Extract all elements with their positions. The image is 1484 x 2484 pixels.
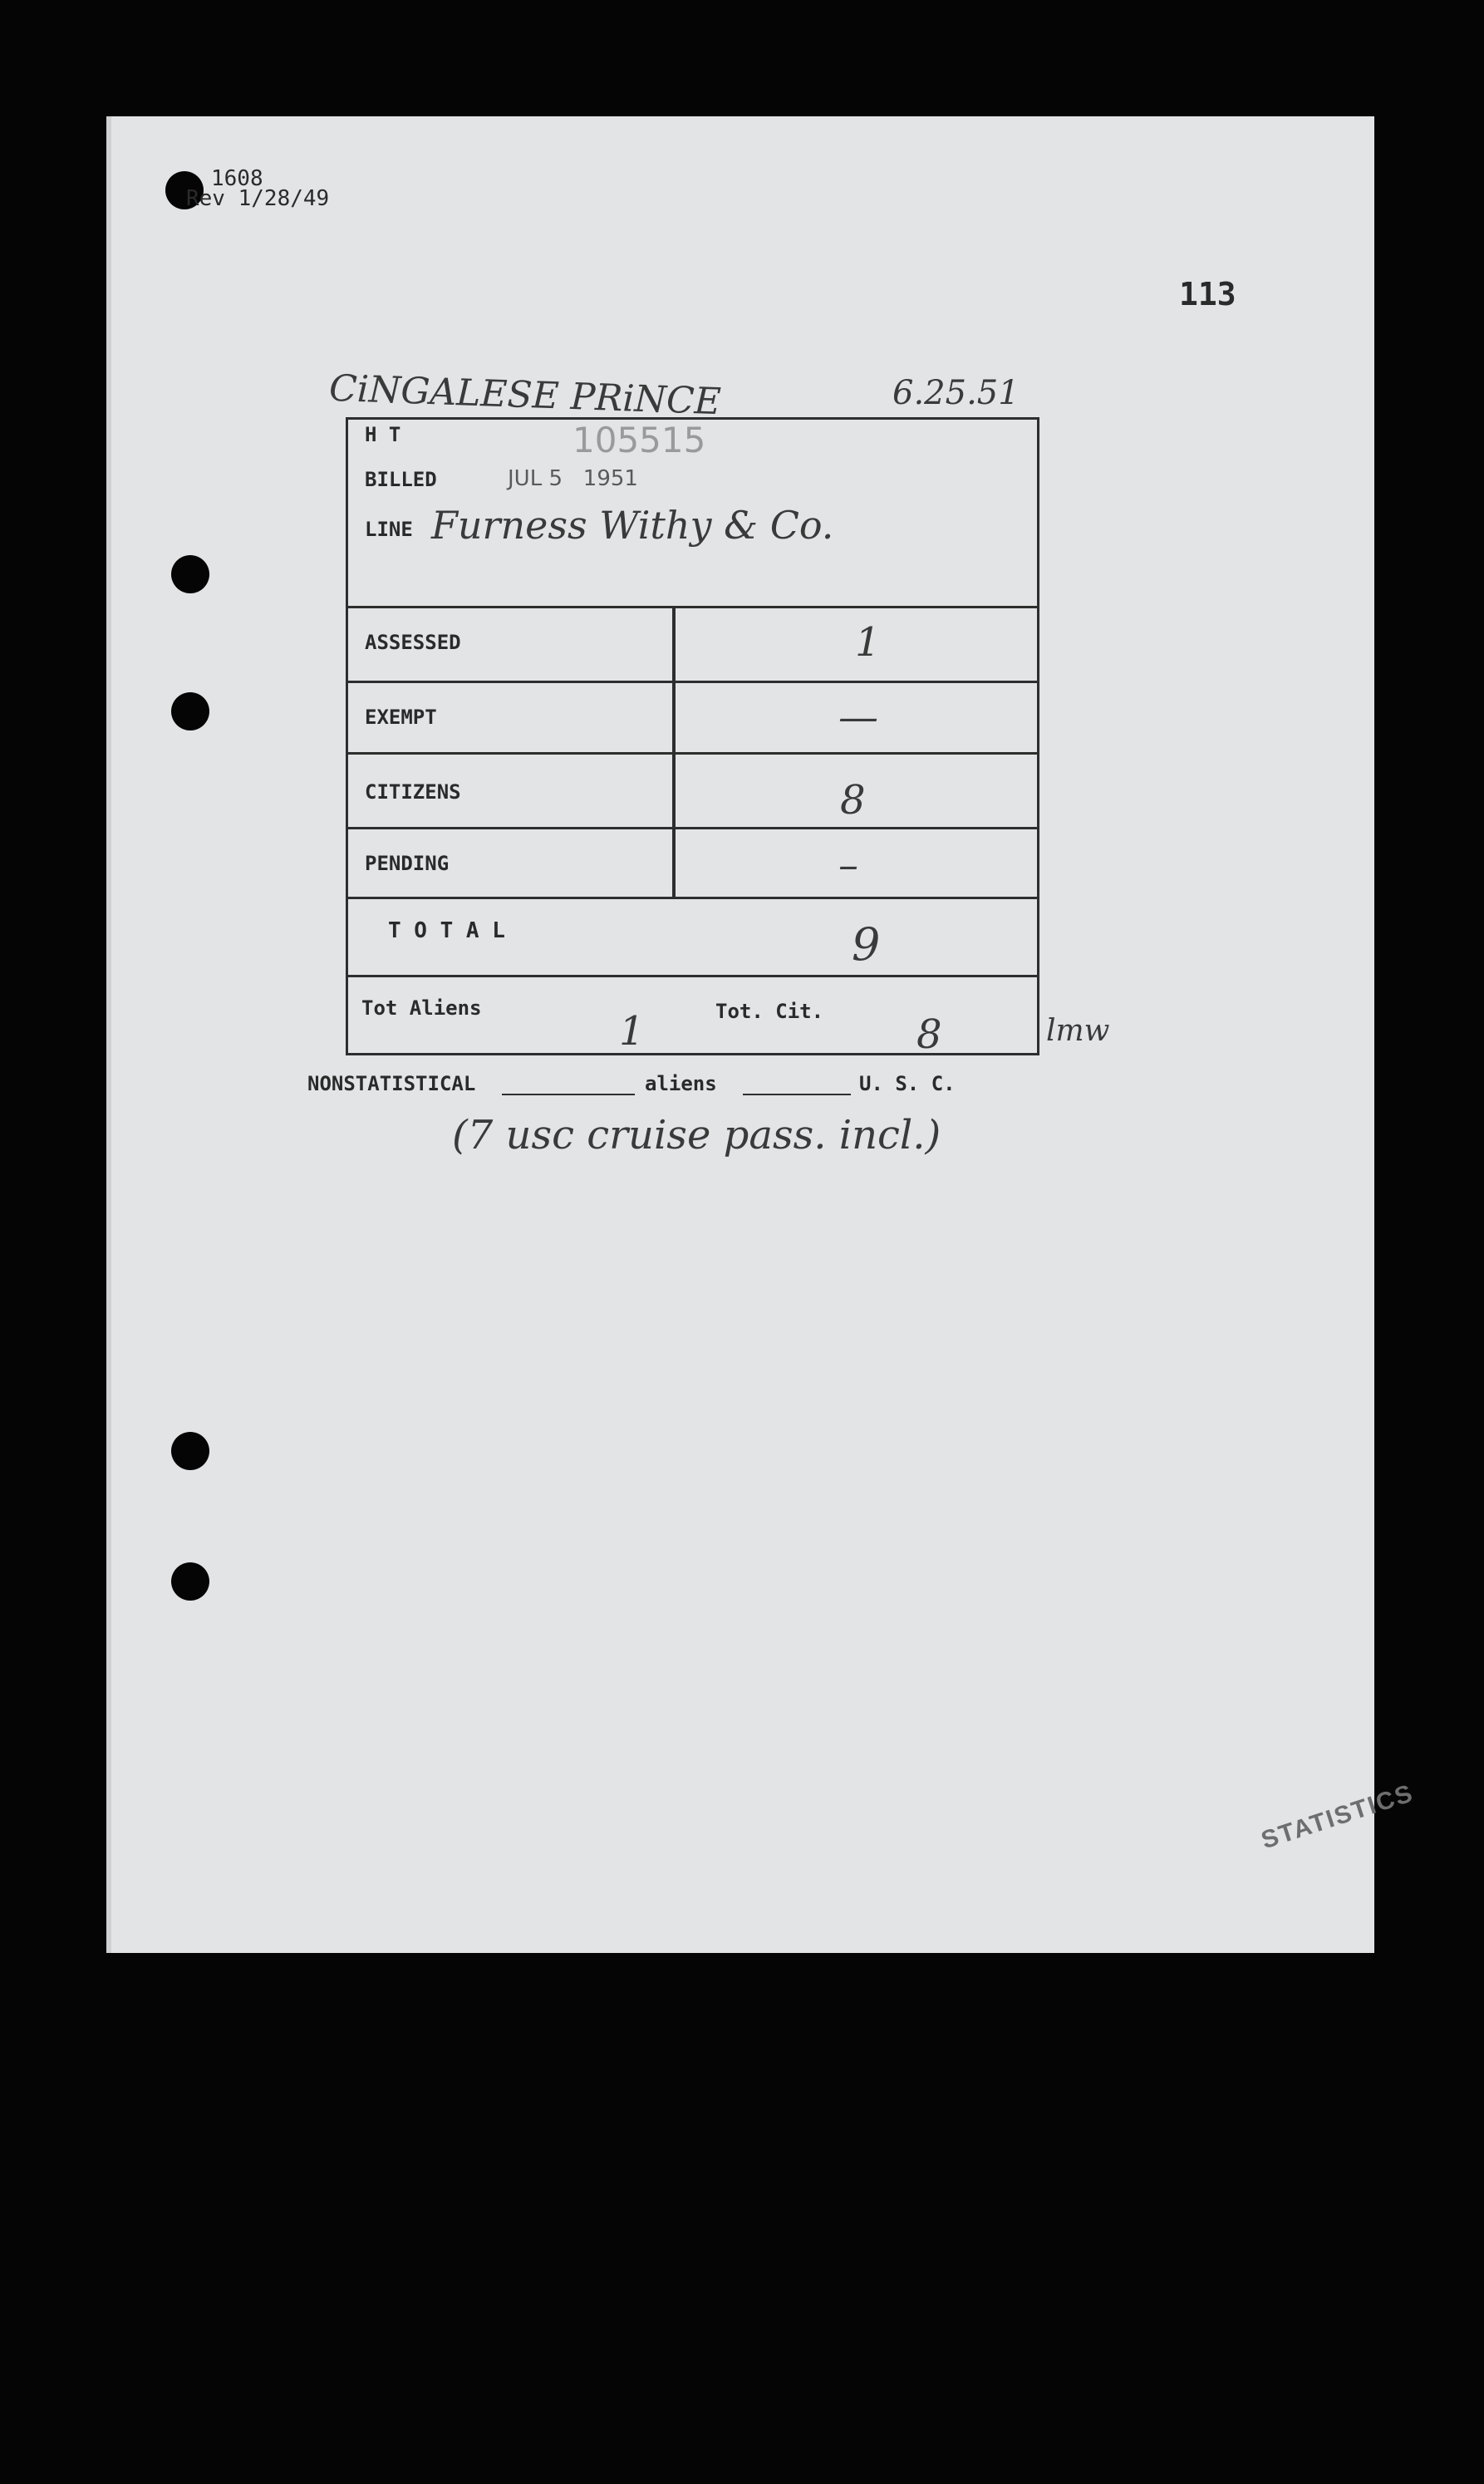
pending-label: PENDING	[365, 852, 450, 875]
statistics-stamp: STATISTICS	[1258, 1779, 1418, 1855]
total-value: 9	[852, 918, 881, 971]
tot-cit-value: 8	[916, 1011, 942, 1058]
table-rule	[348, 975, 1037, 977]
usc-label: U. S. C.	[859, 1072, 956, 1095]
punch-hole	[171, 555, 209, 593]
total-label: T O T A L	[388, 918, 505, 943]
citizens-value: 8	[840, 777, 866, 824]
assessed-value: 1	[855, 619, 881, 666]
exempt-label: EXEMPT	[365, 706, 437, 729]
billed-date: JUL 5 1951	[508, 466, 638, 491]
ht-label: H T	[365, 423, 401, 446]
tot-aliens-value: 1	[619, 1008, 645, 1055]
arrival-date: 6.25.51	[892, 374, 1020, 412]
pending-value: –	[838, 842, 858, 888]
line-label: LINE	[365, 518, 413, 541]
nonstat-label: NONSTATISTICAL	[307, 1072, 476, 1095]
table-rule	[348, 606, 1037, 608]
tot-cit-label: Tot. Cit.	[715, 1000, 824, 1023]
record-number: 105515	[572, 420, 706, 460]
exempt-value: —	[838, 694, 878, 740]
aliens-blank	[743, 1094, 851, 1095]
table-rule	[348, 752, 1037, 755]
table-rule	[348, 897, 1037, 899]
form-revision: Rev 1/28/49	[186, 186, 330, 211]
tot-aliens-label: Tot Aliens	[361, 996, 482, 1020]
column-divider	[672, 606, 676, 897]
form-number: 1608	[211, 166, 263, 191]
nonstat-blank	[502, 1094, 635, 1095]
clerk-initials: lmw	[1046, 1014, 1110, 1048]
aliens-label: aliens	[645, 1072, 717, 1095]
ship-name: CiNGALESE PRiNCE	[328, 366, 722, 424]
table-rule	[348, 681, 1037, 683]
table-rule	[348, 827, 1037, 829]
summary-table	[346, 417, 1039, 1058]
citizens-label: CITIZENS	[365, 780, 461, 804]
billed-label: BILLED	[365, 468, 437, 491]
punch-hole	[171, 1562, 209, 1601]
cruise-note: (7 usc cruise pass. incl.)	[452, 1112, 941, 1158]
form-paper	[106, 116, 1418, 1953]
punch-hole	[171, 1432, 209, 1470]
page-number: 113	[1179, 276, 1236, 312]
punch-hole	[171, 692, 209, 730]
assessed-label: ASSESSED	[365, 631, 461, 654]
shipping-line: Furness Withy & Co.	[431, 503, 834, 548]
